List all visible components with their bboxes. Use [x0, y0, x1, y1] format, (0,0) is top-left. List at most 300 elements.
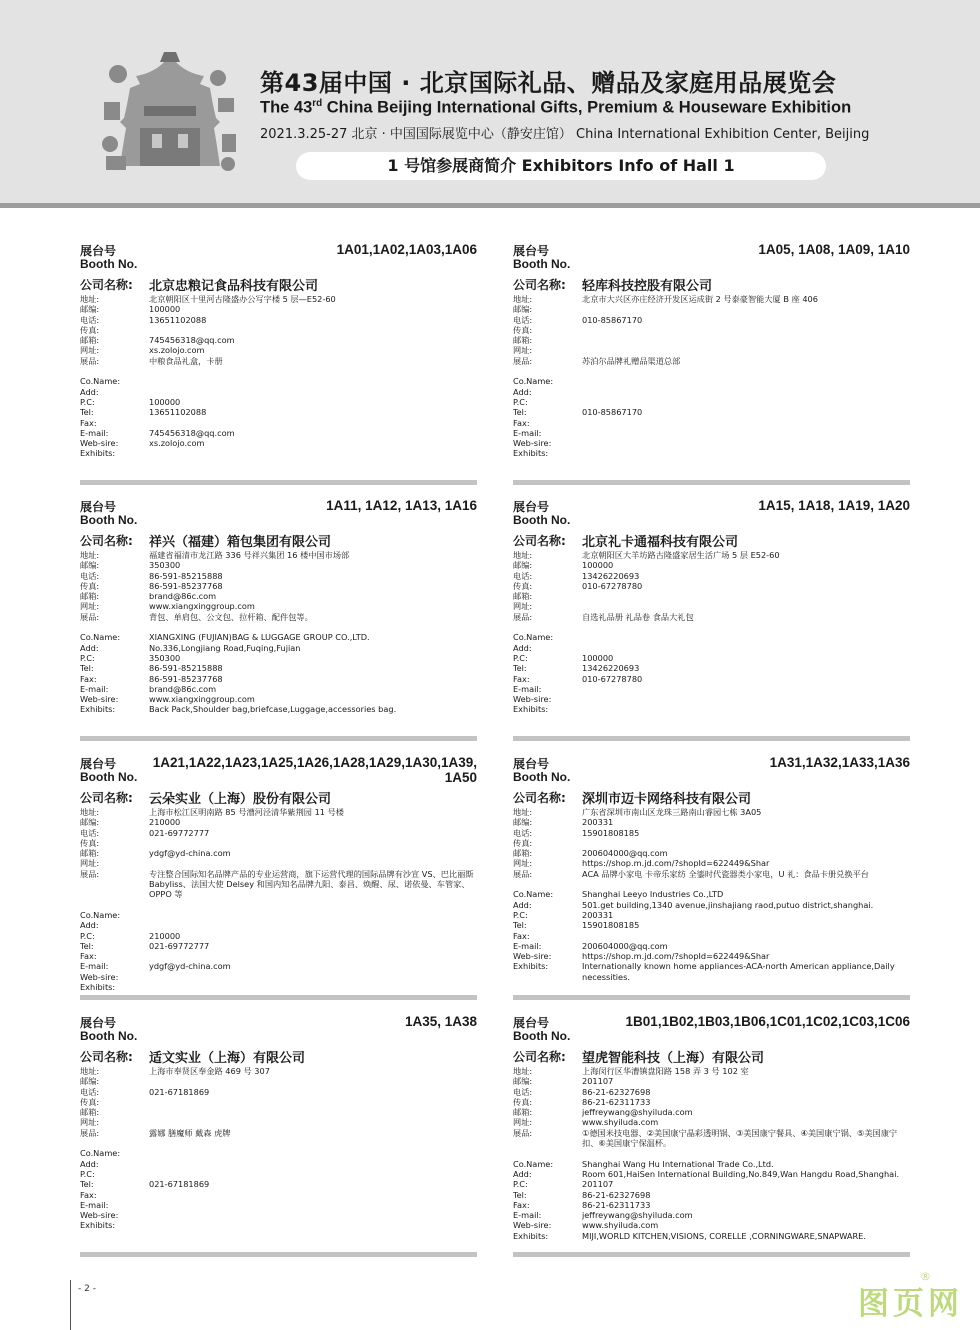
- detail-value: [582, 601, 910, 611]
- detail-row-add: [80, 643, 477, 653]
- detail-row-fax: [80, 581, 477, 591]
- detail-row-exhibits-en: [80, 982, 477, 992]
- detail-value: [582, 448, 910, 458]
- detail-row-address: [80, 1066, 477, 1076]
- booth-label-cn: 展台号: [80, 500, 117, 514]
- detail-row-add: [80, 1159, 477, 1169]
- detail-row-email: [80, 848, 477, 858]
- detail-label: Web-sire:: [80, 438, 119, 449]
- detail-label: 邮编:: [513, 304, 533, 315]
- detail-row-web-en: [80, 438, 477, 448]
- detail-label: Tel:: [513, 663, 527, 674]
- detail-label: 地址:: [80, 1066, 100, 1076]
- card-divider: [80, 995, 477, 1000]
- detail-label: 邮箱:: [80, 848, 100, 859]
- detail-value: 北京市大兴区亦庄经济开发区运成街 2 号泰豪智能大厦 B 座 406: [582, 294, 818, 304]
- detail-row-website: [513, 858, 910, 868]
- detail-value: ydgf@yd-china.com: [149, 848, 231, 859]
- detail-row-address: [513, 807, 910, 817]
- detail-label: 邮编:: [80, 304, 100, 315]
- detail-row-fax: [513, 581, 910, 591]
- detail-value: [149, 972, 477, 982]
- detail-row-website: [80, 858, 477, 868]
- detail-row-email: [513, 848, 910, 858]
- detail-row-website: [513, 1117, 910, 1127]
- company-name: 云朵实业（上海）股份有限公司: [149, 792, 332, 807]
- detail-value: [149, 858, 477, 868]
- detail-label: E-mail:: [513, 427, 542, 438]
- detail-value: [149, 418, 477, 428]
- detail-row-address: [513, 550, 910, 560]
- detail-label: Tel:: [80, 663, 94, 674]
- detail-label: 展品:: [513, 611, 533, 622]
- detail-row-exhibits-en: [80, 448, 477, 458]
- detail-value: [149, 1117, 477, 1127]
- detail-label: 地址:: [513, 807, 533, 817]
- detail-row-fax: [513, 325, 910, 335]
- detail-value: XIANGXING (FUJIAN)BAG & LUGGAGE GROUP CO.,LTD.: [149, 632, 370, 643]
- exhibitor-card: [513, 242, 910, 487]
- company-name: 北京忠粮记食品科技有限公司: [149, 279, 319, 294]
- company-name-label: 公司名称:: [513, 534, 566, 548]
- title-en-ordinal: rd: [312, 98, 323, 109]
- detail-value: 100000: [149, 396, 181, 407]
- detail-value: [149, 1159, 477, 1169]
- detail-label: E-mail:: [513, 1210, 542, 1221]
- detail-label: Tel:: [80, 1179, 94, 1190]
- detail-row-tel: [80, 407, 477, 417]
- detail-row-exhibits-en: [80, 704, 477, 714]
- detail-row-phone: [513, 315, 910, 325]
- exhibitor-details: [80, 294, 477, 459]
- company-name: 轻库科技控股有限公司: [582, 279, 713, 294]
- booth-numbers: 1A11, 1A12, 1A13, 1A16: [326, 498, 477, 513]
- detail-value: 021-69772777: [149, 827, 210, 838]
- detail-row-fax-en: [513, 1200, 910, 1210]
- detail-row-add: [513, 1169, 910, 1179]
- detail-label: 网址:: [513, 1117, 533, 1128]
- detail-value: 上海闵行区华漕镇盘阳路 158 弄 3 号 102 室: [582, 1066, 749, 1076]
- detail-label: 网址:: [80, 858, 100, 869]
- detail-row-postcode: [80, 817, 477, 827]
- detail-row-exhibits: [80, 612, 477, 622]
- detail-row-email: [513, 1107, 910, 1117]
- detail-value: [149, 910, 477, 920]
- detail-row-address: [513, 1066, 910, 1076]
- detail-value: 北京朝阳区大羊坊路古隆盛家居生活广场 5 层 E52-60: [582, 550, 780, 560]
- detail-value: 010-67278780: [582, 673, 643, 684]
- detail-label: 邮编:: [513, 817, 533, 828]
- detail-row-exhibits-en: [513, 704, 910, 714]
- detail-label: 电话:: [513, 570, 533, 581]
- detail-row-pc: [80, 653, 477, 663]
- detail-label: 展品:: [513, 355, 533, 366]
- exhibitor-details: [513, 807, 910, 982]
- booth-numbers: 1A05, 1A08, 1A09, 1A10: [758, 242, 910, 257]
- detail-value: xs.zolojo.com: [149, 438, 205, 449]
- booth-numbers: 1B01,1B02,1B03,1B06,1C01,1C02,1C03,1C06: [625, 1014, 910, 1029]
- hall-info-banner: 1 号馆参展商简介 Exhibitors Info of Hall 1: [296, 152, 826, 180]
- detail-row-fax: [80, 1097, 477, 1107]
- detail-value: 北京朝阳区十里河古隆盛办公写字楼 5 层—E52-60: [149, 294, 336, 304]
- detail-label: 邮箱:: [80, 591, 100, 602]
- booth-label-en: Booth No.: [513, 1029, 571, 1043]
- detail-label: P.C:: [80, 1168, 95, 1179]
- detail-label: 传真:: [513, 1096, 533, 1107]
- detail-label: Exhibits:: [80, 982, 116, 993]
- detail-row-fax-en: [80, 418, 477, 428]
- detail-label: P.C:: [80, 396, 95, 407]
- detail-value: No.336,Longjiang Road,Fuqing,Fujian: [149, 642, 301, 653]
- detail-row-pc: [80, 1169, 477, 1179]
- detail-value: [149, 1148, 477, 1158]
- detail-row-pc: [513, 910, 910, 920]
- detail-label: 展品:: [513, 1127, 533, 1138]
- detail-value: jeffreywang@shyiluda.com: [582, 1210, 693, 1221]
- detail-row-phone: [513, 828, 910, 838]
- detail-spacer: [80, 1138, 477, 1148]
- detail-value: [149, 1200, 477, 1210]
- detail-row-fax-en: [513, 931, 910, 941]
- detail-row-email-en: [80, 684, 477, 694]
- detail-label: 地址:: [513, 550, 533, 560]
- detail-row-pc: [513, 397, 910, 407]
- detail-row-co-name: [513, 632, 910, 642]
- detail-value: 210000: [149, 930, 181, 941]
- detail-row-fax: [80, 838, 477, 848]
- detail-row-pc: [80, 397, 477, 407]
- booth-numbers: 1A15, 1A18, 1A19, 1A20: [758, 498, 910, 513]
- detail-value: [582, 304, 910, 314]
- detail-value: [149, 1220, 477, 1230]
- detail-row-exhibits: [80, 356, 477, 366]
- detail-label: 邮编:: [80, 1076, 100, 1087]
- page-margin-line: [70, 1280, 71, 1330]
- detail-row-website: [513, 345, 910, 355]
- booth-label-en: Booth No.: [80, 513, 138, 527]
- detail-value: 100000: [582, 652, 614, 663]
- detail-row-web-en: [513, 1220, 910, 1230]
- company-name-label: 公司名称:: [513, 278, 566, 292]
- detail-label: Web-sire:: [513, 694, 552, 705]
- company-name-label: 公司名称:: [80, 1050, 133, 1064]
- detail-label: Exhibits:: [513, 448, 549, 459]
- detail-value: 021-69772777: [149, 940, 210, 951]
- title-en-prefix: The 43: [260, 98, 313, 117]
- exhibitor-details: [513, 550, 910, 715]
- detail-label: E-mail:: [513, 940, 542, 951]
- detail-label: 地址:: [80, 294, 100, 304]
- booth-label-cn: 展台号: [80, 757, 117, 771]
- detail-label: 电话:: [513, 1086, 533, 1097]
- detail-row-phone: [80, 315, 477, 325]
- exhibitor-card: [513, 498, 910, 743]
- detail-label: 地址:: [80, 807, 100, 817]
- booth-numbers: 1A21,1A22,1A23,1A25,1A26,1A28,1A29,1A30,1A39, 1A50: [152, 755, 477, 785]
- detail-value: jeffreywang@shyiluda.com: [582, 1107, 693, 1118]
- detail-row-tel: [80, 663, 477, 673]
- detail-value: 200331: [582, 817, 614, 828]
- detail-value: [149, 920, 477, 930]
- detail-spacer: [80, 622, 477, 632]
- detail-value: 021-67181869: [149, 1086, 210, 1097]
- detail-value: 专注整合国际知名品牌产品的专业运营商，旗下运营代理的国际品牌有沙宣 VS、巴比丽斯 Babyliss、法国大使 Delsey 和国内知名品牌九阳、泰昌、焕醒、尿、诺依曼、车管家、OPPO 等: [149, 868, 474, 900]
- detail-label: 网址:: [80, 1117, 100, 1128]
- detail-row-tel: [513, 407, 910, 417]
- detail-label: Fax:: [80, 1189, 97, 1200]
- detail-value: Shanghai Leeyo Industries Co.,LTD: [582, 889, 724, 900]
- exhibitor-details: [80, 807, 477, 992]
- detail-row-tel: [513, 1190, 910, 1200]
- detail-label: Tel:: [513, 920, 527, 931]
- company-name: 适文实业（上海）有限公司: [149, 1051, 306, 1066]
- company-name: 深圳市迈卡网络科技有限公司: [582, 792, 752, 807]
- exhibitor-card: [80, 498, 477, 743]
- detail-row-website: [80, 1117, 477, 1127]
- detail-row-email: [80, 1107, 477, 1117]
- company-name: 望虎智能科技（上海）有限公司: [582, 1051, 765, 1066]
- detail-row-web-en: [80, 972, 477, 982]
- detail-label: 网址:: [513, 345, 533, 356]
- detail-row-email-en: [513, 428, 910, 438]
- detail-value: www.xiangxinggroup.com: [149, 601, 255, 612]
- detail-label: P.C:: [513, 909, 528, 920]
- detail-label: Tel:: [80, 940, 94, 951]
- detail-label: 传真:: [80, 324, 100, 335]
- detail-label: 展品:: [80, 1127, 100, 1138]
- title-cn-number: 43: [284, 69, 319, 97]
- detail-value: [149, 951, 477, 961]
- company-name-label: 公司名称:: [513, 1050, 566, 1064]
- detail-value: 86-21-62327698: [582, 1189, 651, 1200]
- detail-row-postcode: [513, 560, 910, 570]
- detail-row-exhibits: [80, 869, 477, 900]
- detail-row-exhibits-en: [513, 448, 910, 458]
- detail-value: ACA 品牌小家电 卡帝乐家纺 全鎏时代瓷器类小家电，U 礼：食品卡册兑换平台: [582, 868, 869, 879]
- detail-value: 背包、单肩包、公文包、拉杆箱、配件包等。: [149, 611, 313, 622]
- detail-row-web-en: [80, 694, 477, 704]
- detail-label: Co.Name:: [80, 632, 121, 643]
- detail-row-email-en: [80, 1200, 477, 1210]
- detail-value: [582, 376, 910, 386]
- detail-value: www.shyiluda.com: [582, 1220, 659, 1231]
- detail-value: 350300: [149, 560, 181, 571]
- detail-spacer: [513, 622, 910, 632]
- detail-label: 网址:: [80, 345, 100, 356]
- detail-value: 021-67181869: [149, 1179, 210, 1190]
- detail-value: [582, 632, 910, 642]
- detail-row-add: [80, 387, 477, 397]
- detail-value: 86-21-62327698: [582, 1086, 651, 1097]
- detail-value: [149, 1190, 477, 1200]
- detail-value: [582, 643, 910, 653]
- site-watermark: 图页网: [858, 1286, 963, 1322]
- detail-label: P.C:: [80, 652, 95, 663]
- detail-label: 电话:: [513, 314, 533, 325]
- detail-row-co-name: [513, 889, 910, 899]
- detail-spacer: [513, 879, 910, 889]
- detail-value: www.shyiluda.com: [582, 1117, 659, 1128]
- detail-value: [149, 387, 477, 397]
- detail-label: 地址:: [513, 1066, 533, 1076]
- detail-value: 86-591-85237768: [149, 580, 223, 591]
- detail-row-exhibits-en: [80, 1220, 477, 1230]
- detail-value: 100000: [149, 304, 181, 315]
- detail-row-co-name: [80, 1148, 477, 1158]
- detail-label: 邮箱:: [513, 335, 533, 346]
- detail-row-phone: [80, 828, 477, 838]
- detail-label: 邮编:: [513, 1076, 533, 1087]
- detail-label: 电话:: [80, 1086, 100, 1097]
- detail-row-fax-en: [513, 674, 910, 684]
- detail-spacer: [80, 366, 477, 376]
- detail-label: 传真:: [513, 580, 533, 591]
- detail-label: Web-sire:: [80, 971, 119, 982]
- detail-value: [149, 1076, 477, 1086]
- detail-row-pc: [513, 1179, 910, 1189]
- detail-value: 中粮食品礼盒，卡册: [149, 355, 223, 366]
- detail-value: [582, 387, 910, 397]
- exhibition-date-venue: 2021.3.25-27 北京 · 中国国际展览中心（静安庄馆） China International Exhibition Center, Beijing: [260, 127, 870, 142]
- booth-label-en: Booth No.: [80, 257, 138, 271]
- company-name-label: 公司名称:: [513, 791, 566, 805]
- detail-row-address: [80, 294, 477, 304]
- detail-value: 广东省深圳市南山区龙珠三路南山睿园七栋 3A05: [582, 807, 762, 817]
- detail-row-co-name: [80, 376, 477, 386]
- detail-row-email: [80, 335, 477, 345]
- detail-row-exhibits-en: [513, 961, 910, 982]
- detail-value: brand@86c.com: [149, 683, 217, 694]
- detail-value: 自选礼品册 礼品卷 食品大礼包: [582, 611, 694, 622]
- detail-label: 邮箱:: [80, 335, 100, 346]
- detail-label: 地址:: [80, 550, 100, 560]
- detail-row-email: [513, 335, 910, 345]
- exhibitor-card: [80, 1014, 477, 1259]
- detail-row-co-name: [80, 910, 477, 920]
- detail-value: xs.zolojo.com: [149, 345, 205, 356]
- detail-label: 邮箱:: [513, 1107, 533, 1118]
- detail-label: 电话:: [80, 827, 100, 838]
- detail-label: Co.Name:: [80, 376, 121, 387]
- detail-label: Add:: [80, 920, 99, 931]
- detail-label: Exhibits:: [80, 448, 116, 459]
- detail-label: 邮箱:: [513, 591, 533, 602]
- company-name: 北京礼卡通福科技有限公司: [582, 535, 739, 550]
- detail-label: 邮编:: [513, 560, 533, 571]
- detail-label: Web-sire:: [513, 438, 552, 449]
- detail-label: Co.Name:: [513, 889, 554, 900]
- booth-label-en: Booth No.: [513, 513, 571, 527]
- detail-value: [582, 704, 910, 714]
- detail-value: 745456318@qq.com: [149, 427, 235, 438]
- detail-value: 86-591-85215888: [149, 570, 223, 581]
- company-name-label: 公司名称:: [80, 278, 133, 292]
- detail-value: [582, 438, 910, 448]
- detail-value: ydgf@yd-china.com: [149, 961, 231, 972]
- detail-row-phone: [80, 571, 477, 581]
- detail-label: 传真:: [80, 580, 100, 591]
- detail-value: [582, 838, 910, 848]
- detail-spacer: [513, 1148, 910, 1158]
- detail-row-tel: [80, 1179, 477, 1189]
- detail-row-email: [80, 591, 477, 601]
- detail-label: E-mail:: [80, 427, 109, 438]
- detail-row-phone: [80, 1087, 477, 1097]
- detail-label: Web-sire:: [80, 694, 119, 705]
- detail-value: 010-85867170: [582, 314, 643, 325]
- detail-value: [149, 982, 477, 992]
- booth-label-en: Booth No.: [513, 257, 571, 271]
- detail-row-add: [513, 900, 910, 910]
- detail-row-email-en: [513, 941, 910, 951]
- detail-label: Fax:: [513, 673, 530, 684]
- detail-label: Add:: [80, 642, 99, 653]
- detail-value: 210000: [149, 817, 181, 828]
- booth-label-cn: 展台号: [80, 1016, 117, 1030]
- detail-value: [582, 397, 910, 407]
- detail-label: Exhibits:: [513, 961, 549, 972]
- detail-value: [149, 1169, 477, 1179]
- detail-row-website: [80, 345, 477, 355]
- booth-label-cn: 展台号: [513, 757, 550, 771]
- exhibitor-details: [513, 294, 910, 459]
- detail-value: 745456318@qq.com: [149, 335, 235, 346]
- detail-value: 501.get building,1340 avenue,jinshajiang raod,putuo district,shanghai.: [582, 899, 874, 910]
- detail-value: 13651102088: [149, 407, 207, 418]
- detail-label: Add:: [513, 386, 532, 397]
- detail-label: Tel:: [80, 407, 94, 418]
- detail-value: 010-85867170: [582, 407, 643, 418]
- detail-label: Tel:: [513, 407, 527, 418]
- detail-row-exhibits: [513, 869, 910, 879]
- detail-label: Co.Name:: [80, 1148, 121, 1159]
- detail-value: [149, 325, 477, 335]
- detail-row-fax-en: [80, 674, 477, 684]
- detail-label: Web-sire:: [80, 1210, 119, 1221]
- detail-row-fax: [513, 838, 910, 848]
- detail-label: Web-sire:: [513, 951, 552, 962]
- detail-row-tel: [80, 941, 477, 951]
- card-divider: [80, 1252, 477, 1257]
- detail-label: 展品:: [80, 611, 100, 622]
- detail-row-address: [80, 807, 477, 817]
- booth-label-cn: 展台号: [513, 500, 550, 514]
- detail-value: Internationally known home appliances-ACA-north American appliance,Daily necessities.: [582, 961, 895, 982]
- detail-row-website: [80, 601, 477, 611]
- detail-label: Fax:: [80, 951, 97, 962]
- detail-row-postcode: [80, 1076, 477, 1086]
- exhibition-title-en: [260, 98, 851, 118]
- detail-value: Room 601,HaiSen International Building,No.849,Wan Hangdu Road,Shanghai.: [582, 1168, 900, 1179]
- detail-row-add: [80, 920, 477, 930]
- detail-value: [149, 1097, 477, 1107]
- detail-row-postcode: [513, 817, 910, 827]
- detail-value: [582, 345, 910, 355]
- detail-value: [582, 684, 910, 694]
- detail-row-email-en: [80, 961, 477, 971]
- detail-value: 13426220693: [582, 663, 640, 674]
- detail-value: 15901808185: [582, 827, 640, 838]
- detail-label: Add:: [513, 642, 532, 653]
- detail-label: E-mail:: [80, 1199, 109, 1210]
- detail-label: Exhibits:: [513, 1230, 549, 1241]
- detail-label: Fax:: [513, 417, 530, 428]
- detail-value: 15901808185: [582, 920, 640, 931]
- detail-label: 网址:: [513, 601, 533, 612]
- detail-label: E-mail:: [513, 683, 542, 694]
- booth-label-en: Booth No.: [80, 1029, 138, 1043]
- detail-label: Co.Name:: [80, 909, 121, 920]
